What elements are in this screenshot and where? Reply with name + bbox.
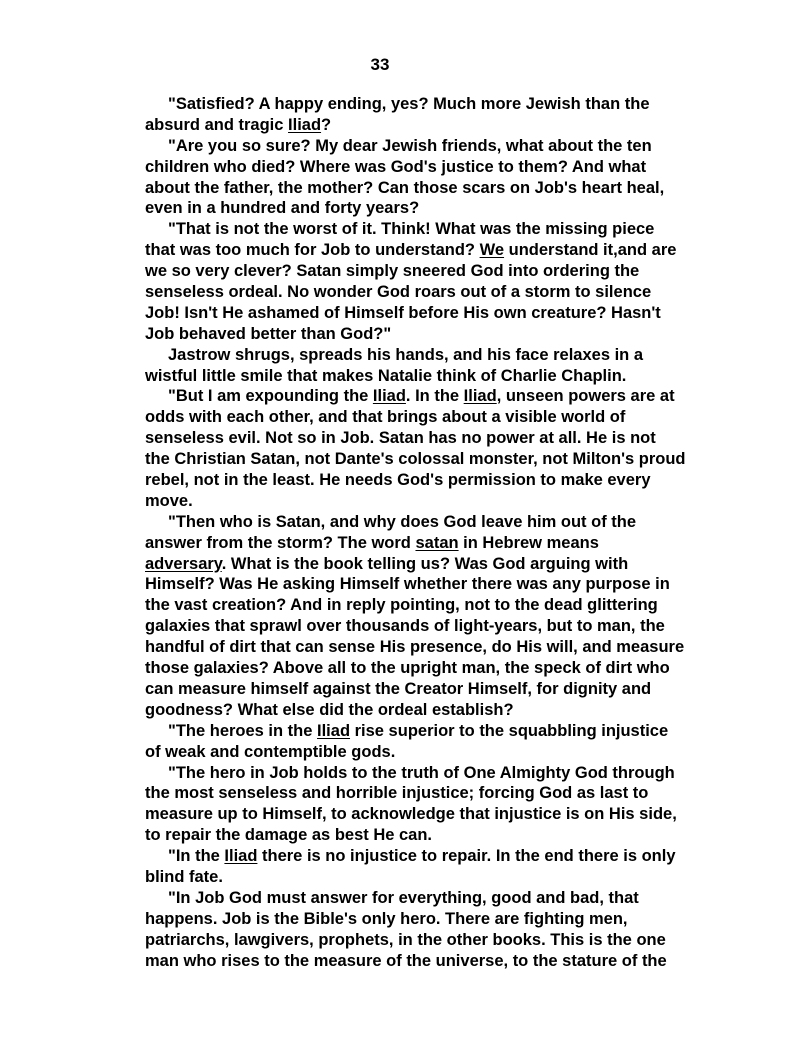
text-segment: "But I am expounding the [168, 387, 373, 406]
text-line [145, 470, 715, 491]
text-line [145, 763, 715, 784]
text-line [145, 157, 715, 178]
underlined-title: Iliad [463, 387, 497, 406]
text-segment: Himself? Was He asking Himself whether there was any purpose in [145, 575, 670, 594]
text-line [145, 742, 715, 763]
underlined-title: Iliad [317, 721, 351, 740]
text-line [145, 930, 715, 951]
text-segment: "The hero in Job holds to the truth of One Almighty God through [168, 763, 675, 782]
text-segment: "Are you so sure? My dear Jewish friends, what about the ten [168, 136, 652, 155]
text-segment: the Christian Satan, not Dante's colossal monster, not Milton's proud [145, 450, 686, 469]
text-line [145, 449, 715, 470]
text-segment: to repair the damage as best He can. [145, 826, 433, 845]
text-segment: there is no injustice to repair. In the end there is only [257, 847, 676, 866]
text-segment: "Then who is Satan, and why does God leave him out of the [168, 512, 637, 531]
text-segment: senseless ordeal. No wonder God roars out of a storm to silence [145, 283, 652, 302]
text-line [145, 825, 715, 846]
text-segment: blind fate. [145, 867, 223, 886]
text-line [145, 366, 715, 387]
underlined-title: satan [415, 533, 459, 552]
text-segment: Jastrow shrugs, spreads his hands, and his face relaxes in a [168, 345, 644, 364]
text-segment: Job! Isn't He ashamed of Himself before His own creature? Hasn't [145, 303, 661, 322]
text-line [145, 867, 715, 888]
text-line [145, 324, 715, 345]
text-line [145, 595, 715, 616]
text-segment: goodness? What else did the ordeal establish? [145, 700, 514, 719]
text-line [145, 783, 715, 804]
text-segment: the most senseless and horrible injustice; forcing God as last to [145, 784, 649, 803]
text-segment: . What is the book telling us? Was God arguing with [221, 554, 629, 573]
text-line [145, 658, 715, 679]
text-line [145, 491, 715, 512]
text-segment: move. [145, 491, 193, 510]
text-line [145, 804, 715, 825]
text-segment: those galaxies? Above all to the upright man, the speck of dirt who [145, 659, 670, 678]
text-segment: can measure himself against the Creator Himself, for dignity and [145, 679, 652, 698]
text-segment: "The heroes in the [168, 721, 318, 740]
text-line [145, 533, 715, 554]
text-line [145, 303, 715, 324]
text-segment: happens. Job is the Bible's only hero. There are fighting men, [145, 909, 628, 928]
text-line [145, 888, 715, 909]
text-line [145, 512, 715, 533]
text-segment: we so very clever? Satan simply sneered God into ordering the [145, 262, 640, 281]
text-line [145, 136, 715, 157]
text-line [145, 616, 715, 637]
underlined-title: Iliad [224, 847, 258, 866]
text-line [145, 345, 715, 366]
text-line [145, 261, 715, 282]
text-segment: handful of dirt that can sense His presence, do His will, and measure [145, 638, 685, 657]
text-segment: "Satisfied? A happy ending, yes? Much more Jewish than the [168, 95, 650, 113]
text-line [145, 951, 715, 972]
text-line [145, 679, 715, 700]
text-line [145, 282, 715, 303]
text-segment: Job behaved better than God?" [145, 324, 392, 343]
text-segment: . In the [405, 387, 464, 406]
text-segment: even in a hundred and forty years? [145, 199, 420, 218]
text-line [145, 428, 715, 449]
text-segment: measure up to Himself, to acknowledge that injustice is on His side, [145, 805, 677, 824]
text-segment: patriarchs, lawgivers, prophets, in the other books. This is the one [145, 930, 666, 949]
text-segment: , unseen powers are at [496, 387, 675, 406]
text-segment: rebel, not in the least. He needs God's permission to make every [145, 471, 651, 490]
underlined-title: Iliad [372, 387, 406, 406]
text-segment: "In Job God must answer for everything, good and bad, that [168, 888, 639, 907]
text-line [145, 637, 715, 658]
text-segment: ? [321, 115, 332, 134]
text-line [145, 178, 715, 199]
text-line [145, 574, 715, 595]
text-line [145, 386, 715, 407]
text-line [145, 219, 715, 240]
text-segment: wistful little smile that makes Natalie think of Charlie Chaplin. [145, 366, 627, 385]
text-segment: man who rises to the measure of the universe, to the stature of the [145, 951, 667, 970]
page-number: 33 [370, 55, 390, 74]
text-line [145, 94, 715, 115]
text-line [145, 846, 715, 867]
text-segment: "In the [168, 847, 225, 866]
text-segment: children who died? Where was God's justice to them? And what [145, 157, 647, 176]
text-segment: the vast creation? And in reply pointing, not to the dead glittering [145, 596, 658, 615]
text-segment: in Hebrew means [458, 533, 599, 552]
text-segment: "That is not the worst of it. Think! What was the missing piece [168, 220, 655, 239]
text-segment: answer from the storm? The word [145, 533, 416, 552]
text-line [145, 700, 715, 721]
text-line [145, 909, 715, 930]
text-segment: absurd and tragic [145, 115, 289, 134]
text-segment: understand it,and are [504, 241, 677, 260]
text-line [145, 115, 715, 136]
text-line [145, 721, 715, 742]
underlined-title: We [479, 241, 505, 260]
text-segment: rise superior to the squabbling injustice [350, 721, 669, 740]
text-line [145, 198, 715, 219]
text-line [145, 240, 715, 261]
text-segment: senseless evil. Not so in Job. Satan has no power at all. He is not [145, 429, 656, 448]
text-line [145, 554, 715, 575]
text-segment: odds with each other, and that brings about a visible world of [145, 408, 626, 427]
text-segment: that was too much for Job to understand? [145, 241, 480, 260]
text-segment: of weak and contemptible gods. [145, 742, 396, 761]
text-line [145, 407, 715, 428]
underlined-title: adversary [145, 554, 222, 573]
text-segment: about the father, the mother? Can those scars on Job's heart heal, [145, 178, 665, 197]
body-text [145, 94, 715, 971]
underlined-title: Iliad [288, 115, 322, 134]
text-segment: galaxies that sprawl over thousands of light-years, but to man, the [145, 617, 665, 636]
